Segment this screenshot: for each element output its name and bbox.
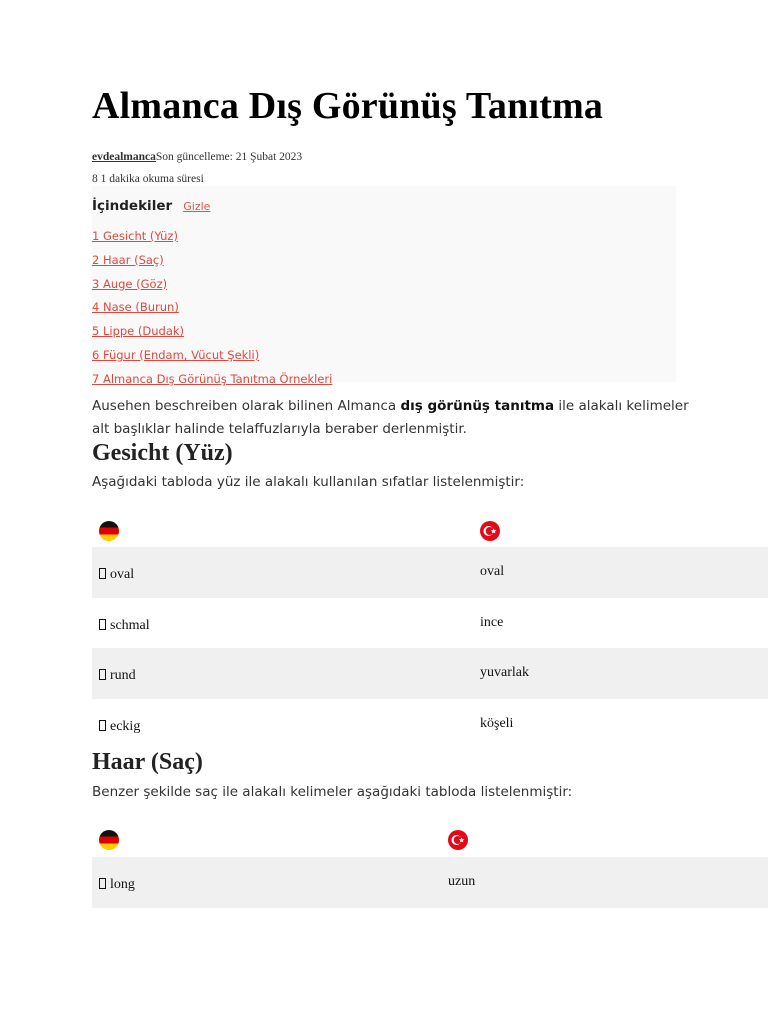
page-title: Almanca Dış Görünüş Tanıtma (92, 85, 604, 127)
toc-item (92, 249, 332, 273)
turkey-flag-icon (448, 830, 468, 850)
toc-link[interactable]: 1 Gesicht (Yüz) (92, 229, 178, 243)
turkish-word: köşeli (480, 715, 514, 731)
toc-header (92, 195, 210, 214)
vocabulary-table-gesicht (92, 506, 768, 749)
audio-icon[interactable] (99, 619, 106, 630)
german-word: oval (110, 567, 135, 582)
german-word-cell[interactable] (99, 877, 135, 893)
table-of-contents (92, 186, 676, 386)
toc-item (92, 296, 332, 320)
updated-date: Son güncelleme: 21 Şubat 2023 (155, 151, 303, 163)
toc-hide-toggle[interactable]: Gizle (183, 200, 211, 213)
section-description: Benzer şekilde saç ile alakalı kelimeler aşağıdaki tabloda listelenmiştir: (92, 784, 573, 800)
toc-link[interactable]: 4 Nase (Burun) (92, 300, 179, 315)
toc-item (92, 344, 332, 368)
turkey-flag-icon (480, 521, 500, 541)
german-word: eckig (110, 718, 141, 734)
german-word-cell[interactable] (99, 618, 150, 634)
toc-link[interactable]: 3 Auge (Göz) (92, 276, 168, 291)
germany-flag-icon (99, 830, 119, 850)
table-header-row (92, 816, 768, 857)
german-word: long (110, 877, 135, 892)
german-word: rund (110, 668, 136, 683)
toc-link[interactable]: 7 Almanca Dış Görünüş Tanıtma Örnekleri (92, 371, 333, 386)
intro-keyword: dış görünüş tanıtma (400, 398, 555, 414)
toc-link[interactable]: 5 Lippe (Dudak) (92, 324, 185, 339)
table-row (92, 598, 768, 649)
table-header-row (92, 506, 768, 547)
turkish-word: uzun (448, 874, 476, 889)
german-word: schmal (110, 617, 150, 633)
toc-title: İçindekiler (92, 198, 173, 214)
intro-text: Ausehen beschreiben olarak bilinen Almanca (92, 398, 401, 414)
audio-icon[interactable] (99, 568, 106, 579)
turkish-word: oval (480, 564, 505, 579)
audio-icon[interactable] (99, 669, 106, 680)
toc-link[interactable]: 2 Haar (Saç) (92, 252, 164, 267)
section-heading-haar: Haar (Saç) (92, 749, 203, 775)
german-word-cell[interactable] (99, 719, 140, 735)
table-row (92, 547, 768, 598)
toc-list (92, 225, 332, 392)
toc-item (92, 368, 332, 392)
intro-paragraph (92, 395, 692, 441)
toc-item (92, 320, 332, 344)
germany-flag-icon (99, 521, 119, 541)
post-meta (92, 151, 302, 163)
reading-time: 8 1 dakika okuma süresi (92, 173, 204, 185)
turkish-word: yuvarlak (480, 665, 529, 680)
vocabulary-table-haar (92, 816, 768, 908)
toc-link[interactable]: 6 Fügur (Endam, Vücut Şekli) (92, 347, 260, 362)
german-word-cell[interactable] (99, 567, 134, 583)
section-description: Aşağıdaki tabloda yüz ile alakalı kullanılan sıfatlar listelenmiştir: (92, 474, 525, 490)
section-heading-gesicht: Gesicht (Yüz) (92, 440, 233, 466)
intro-text-end: ile alakalı kelimeler alt başlıklar halinde telaffuzlarıyla beraber derlenmiştir. (92, 398, 689, 437)
table-row (92, 648, 768, 699)
toc-item (92, 225, 332, 249)
german-word-cell[interactable] (99, 668, 136, 684)
audio-icon[interactable] (99, 720, 106, 731)
table-row (92, 857, 768, 908)
table-row (92, 699, 768, 750)
turkish-word: ince (480, 614, 504, 630)
toc-item (92, 273, 332, 297)
author-link[interactable]: evdealmanca (92, 151, 156, 163)
audio-icon[interactable] (99, 878, 106, 889)
